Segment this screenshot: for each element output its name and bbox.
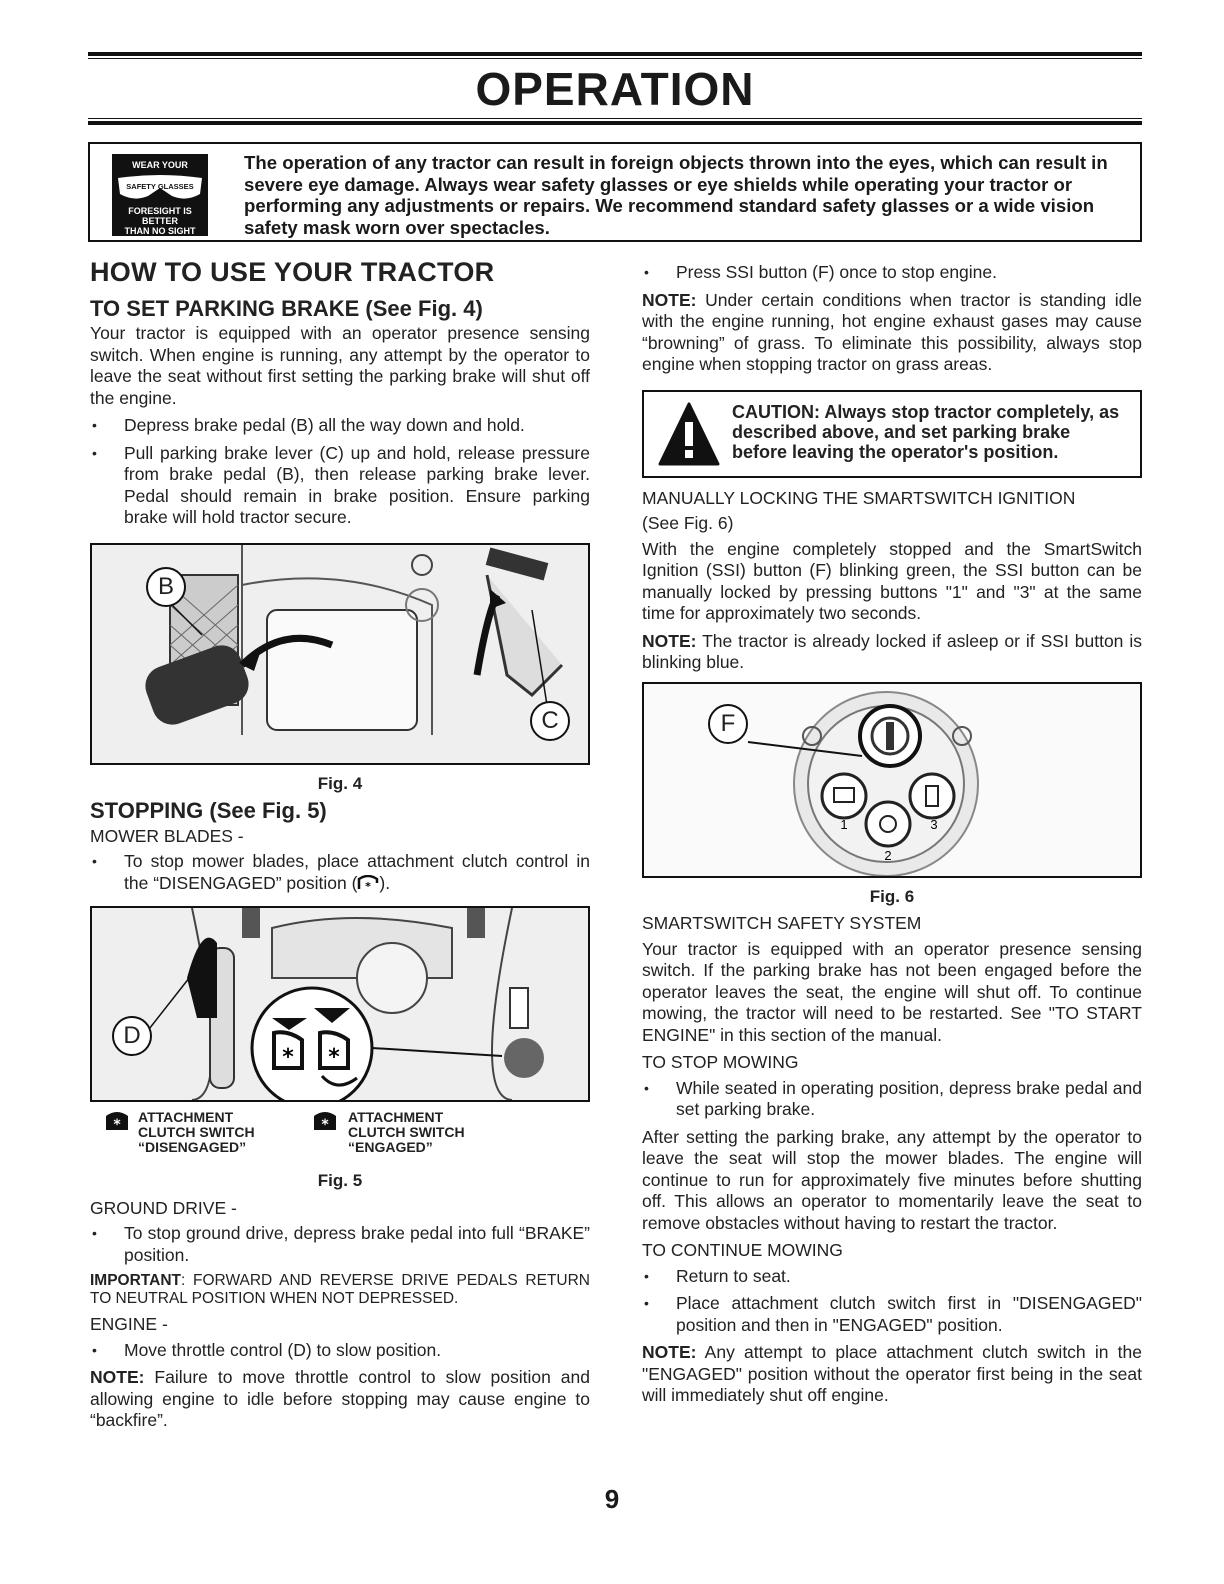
section-heading-how-to-use: HOW TO USE YOUR TRACTOR bbox=[90, 257, 495, 287]
stop-mowing-bullet: • While seated in operating position, depress brake pedal and set parking brake. bbox=[642, 1078, 1142, 1121]
engine-bullet: • Move throttle control (D) to slow position. bbox=[90, 1340, 590, 1362]
page-number: 9 bbox=[604, 1484, 620, 1514]
manual-lock-subheading: (See Fig. 6) bbox=[642, 513, 734, 533]
caution-text: CAUTION: Always stop tractor completely, as described above, and set parking brake before leaving the operator's position. bbox=[732, 401, 1120, 462]
title-rule-thin bbox=[88, 118, 1142, 119]
callout-b: B bbox=[146, 567, 186, 607]
parking-bullet-1: • Depress brake pedal (B) all the way down and hold. bbox=[90, 415, 590, 437]
figure-4-brake-pedal bbox=[90, 543, 590, 765]
callout-f: F bbox=[708, 704, 748, 744]
engaged-icon bbox=[310, 1110, 340, 1132]
svg-text:*: * bbox=[282, 1045, 294, 1070]
figure-5-throttle-clutch bbox=[90, 906, 590, 1102]
important-text: : FORWARD AND REVERSE DRIVE PEDALS RETURN TO NEUTRAL POSITION WHEN NOT DEPRESSED. bbox=[90, 1272, 590, 1307]
locked-note-text: The tractor is already locked if asleep or if SSI button is blinking blue. bbox=[642, 630, 1142, 672]
warning-triangle-icon bbox=[658, 402, 720, 468]
locked-note bbox=[642, 631, 1142, 674]
ground-drive-bullet: • To stop ground drive, depress brake pedal into full “BRAKE” position. bbox=[90, 1223, 590, 1266]
engine-note-label: NOTE: bbox=[90, 1367, 145, 1387]
disengaged-icon bbox=[102, 1110, 132, 1132]
manual-lock-text: With the engine completely stopped and the SmartSwitch Ignition (SSI) button (F) blinking green, the SSI button can be manually locked by pressing buttons "1" and "3" at the same time for approximately two seconds. bbox=[642, 538, 1142, 623]
continue-bullet-1: • Return to seat. bbox=[642, 1266, 1142, 1288]
safety-icon-line3: FORESIGHT IS BETTER bbox=[128, 206, 192, 226]
browning-note-text: Under certain conditions when tractor is standing idle with the engine running, hot engine exhaust gases may cause “browning” of grass. To eliminate this possibility, always stop engine when stopping tractor on grass areas. bbox=[642, 289, 1142, 374]
fig6-button-2: 2 bbox=[884, 847, 892, 863]
top-rule-thick bbox=[88, 52, 1142, 56]
mower-blades-bullet-text: To stop mower blades, place attachment clutch control in the “DISENGAGED” position ( bbox=[124, 851, 590, 893]
label-engaged-line2: CLUTCH SWITCH bbox=[348, 1124, 465, 1140]
figure-6-smartswitch bbox=[642, 682, 1142, 878]
label-disengaged-line1: ATTACHMENT bbox=[138, 1109, 234, 1125]
safety-system-heading: SMARTSWITCH SAFETY SYSTEM bbox=[642, 913, 922, 933]
safety-glasses-icon bbox=[112, 154, 208, 236]
mower-blades-bullet-end: ). bbox=[379, 872, 391, 893]
label-engaged-line1: ATTACHMENT bbox=[348, 1109, 444, 1125]
safety-icon-line2: SAFETY GLASSES bbox=[126, 182, 194, 191]
figure-4-caption: Fig. 4 bbox=[317, 773, 363, 793]
engine-label: ENGINE - bbox=[90, 1314, 168, 1334]
callout-d: D bbox=[112, 1016, 152, 1056]
title-rule-thick bbox=[88, 121, 1142, 125]
svg-text:*: * bbox=[321, 1117, 329, 1132]
svg-text:*: * bbox=[113, 1117, 121, 1132]
engine-note bbox=[90, 1367, 590, 1432]
safety-icon-line1: WEAR YOUR bbox=[132, 160, 188, 170]
parking-brake-heading: TO SET PARKING BRAKE (See Fig. 4) bbox=[90, 295, 483, 321]
ground-drive-label: GROUND DRIVE - bbox=[90, 1197, 237, 1218]
browning-note bbox=[642, 290, 1142, 376]
safety-icon-caption bbox=[112, 206, 208, 236]
manual-lock-heading: MANUALLY LOCKING THE SMARTSWITCH IGNITION bbox=[642, 487, 1076, 508]
engaged-note bbox=[642, 1342, 1142, 1407]
page-title: OPERATION bbox=[475, 63, 755, 115]
engaged-note-text: Any attempt to place attachment clutch switch in the "ENGAGED" position without the operator first being in the seat will immediately shut off engine. bbox=[642, 1342, 1142, 1405]
glasses-icon bbox=[116, 174, 204, 204]
svg-text:*: * bbox=[365, 879, 372, 891]
label-engaged bbox=[348, 1110, 465, 1155]
fig6-button-1: 1 bbox=[840, 816, 848, 832]
clutch-switch-labels bbox=[90, 1110, 590, 1176]
stop-mowing-heading: TO STOP MOWING bbox=[642, 1052, 799, 1072]
label-disengaged-line3: “DISENGAGED” bbox=[138, 1139, 247, 1155]
fig6-button-3: 3 bbox=[930, 816, 938, 832]
label-disengaged bbox=[138, 1110, 255, 1155]
browning-note-label: NOTE: bbox=[642, 289, 697, 310]
continue-mowing-heading: TO CONTINUE MOWING bbox=[642, 1240, 843, 1260]
caution-box bbox=[642, 390, 1142, 478]
callout-c: C bbox=[530, 701, 570, 741]
top-rule-thin bbox=[88, 58, 1142, 59]
safety-system-text: Your tractor is equipped with an operator presence sensing switch. If the parking brake has not been engaged before the operator leaves the seat, the engine will shut off. To continue mowing, the tractor will need to be restarted. See "TO START ENGINE" in this section of the manual. bbox=[642, 938, 1142, 1045]
parking-bullet-2: • Pull parking brake lever (C) up and hold, release pressure from brake pedal (B), then release parking brake lever. Pedal should remain in brake position. Ensure parking brake will hold tractor secure. bbox=[90, 443, 590, 529]
label-disengaged-line2: CLUTCH SWITCH bbox=[138, 1124, 255, 1140]
ssi-stop-bullet: • Press SSI button (F) once to stop engine. bbox=[642, 262, 1142, 284]
disengaged-mini-icon bbox=[357, 875, 379, 891]
engine-note-text: Failure to move throttle control to slow position and allowing engine to idle before stopping may cause engine to “backfire”. bbox=[90, 1367, 590, 1430]
safety-icon-line4: THAN NO SIGHT bbox=[124, 226, 196, 236]
stopping-heading: STOPPING (See Fig. 5) bbox=[90, 798, 327, 823]
svg-text:*: * bbox=[328, 1045, 340, 1070]
engaged-note-label: NOTE: bbox=[642, 1342, 697, 1362]
parking-brake-intro: Your tractor is equipped with an operator presence sensing switch. When engine is running, any attempt by the operator to leave the seat without first setting the parking brake will shut off the engine. bbox=[90, 323, 590, 408]
label-engaged-line3: “ENGAGED” bbox=[348, 1139, 433, 1155]
safety-warning-text: The operation of any tractor can result in foreign objects thrown into the eyes, which can result in severe eye damage. Always wear safety glasses or eye shields while operating your tractor or performing any adjustments or repairs. We recommend standard safety glasses or a wide vision safety mask worn over spectacles. bbox=[244, 152, 1108, 238]
right-column bbox=[642, 262, 1142, 1413]
continue-bullet-2: • Place attachment clutch switch first in "DISENGAGED" position and then in "ENGAGED" position. bbox=[642, 1293, 1142, 1336]
safety-warning-box bbox=[88, 142, 1142, 242]
after-setting-text: After setting the parking brake, any attempt by the operator to leave the seat will stop the mower blades. The engine will continue to run for approximately five minutes before shutting off. This allows an operator to momentarily leave the seat to remove obstacles without having to restart the tractor. bbox=[642, 1126, 1142, 1233]
important-label: IMPORTANT bbox=[90, 1272, 181, 1289]
locked-note-label: NOTE: bbox=[642, 630, 697, 651]
figure-5-caption: Fig. 5 bbox=[317, 1171, 363, 1190]
mower-blades-bullet bbox=[90, 851, 590, 894]
throttle-clutch-illustration bbox=[92, 908, 588, 1100]
mower-blades-label: MOWER BLADES - bbox=[90, 825, 244, 846]
left-column bbox=[90, 257, 590, 1438]
important-note bbox=[90, 1272, 590, 1308]
figure-6-caption: Fig. 6 bbox=[869, 886, 915, 906]
